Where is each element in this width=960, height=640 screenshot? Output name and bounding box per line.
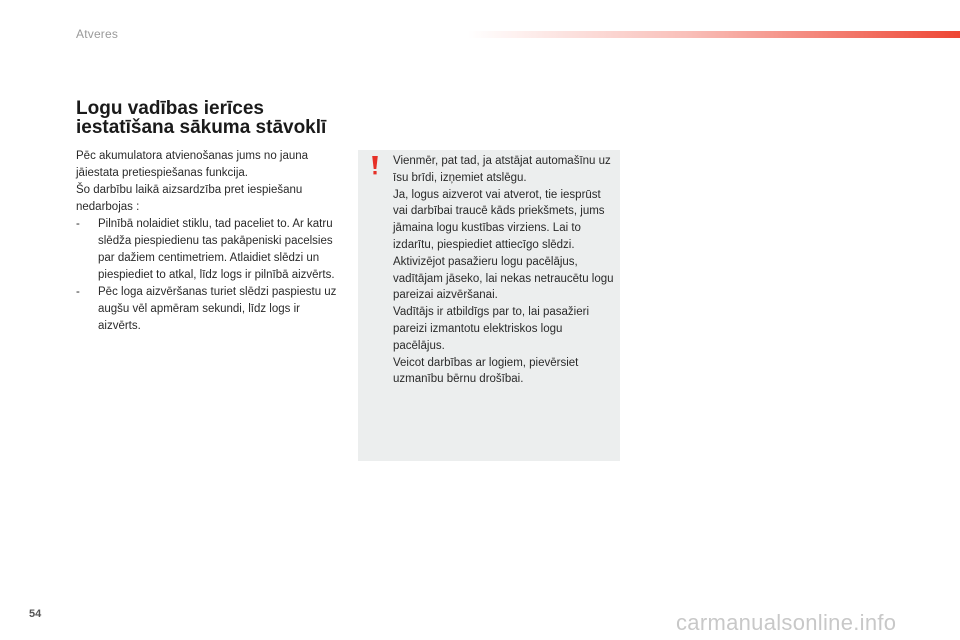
step-text: Pēc loga aizvēršanas turiet slēdzi paspiestu uz augšu vēl apmēram sekundi, līdz logs ir aizvērts. — [98, 286, 337, 332]
warning-paragraph: Vienmēr, pat tad, ja atstājat automašīnu uz īsu brīdi, izņemiet atslēgu. — [393, 155, 611, 184]
warning-paragraph: Veicot darbības ar logiem, pievērsiet uzmanību bērnu drošībai. — [393, 356, 579, 386]
page-title — [76, 99, 326, 137]
header-accent-bar — [468, 31, 960, 38]
step-dash: - — [76, 218, 80, 230]
warning-paragraph: Aktivizējot pasažieru logu pacēlājus, vadītājam jāseko, lai nekas netraucētu logu pareizai aizvēršanai. — [393, 255, 614, 302]
page-title-line-1: Logu vadības ierīces — [76, 98, 264, 119]
step-item — [76, 284, 338, 335]
intro-paragraph: Šo darbību laikā aizsardzība pret iespiešanu nedarbojas : — [76, 184, 303, 213]
warning-text — [393, 153, 615, 388]
step-item — [76, 216, 338, 284]
step-text: Pilnībā nolaidiet stiklu, tad paceliet to. Ar katru slēdža piespiedienu tas pakāpeniski pacelsies par dažiem centimetriem. Atlaidiet slēdzi un piespiediet to atkal, līdz logs ir pilnībā aizvērts. — [98, 218, 335, 281]
page-title-line-2: iestatīšana sākuma stāvoklī — [76, 117, 327, 138]
page-number: 54 — [29, 608, 42, 620]
section-label: Atveres — [76, 27, 119, 41]
warning-box — [358, 150, 620, 461]
watermark: carmanualsonline.info — [676, 610, 897, 635]
exclamation-icon — [369, 156, 381, 176]
intro-paragraph: Pēc akumulatora atvienošanas jums no jauna jāiestata pretiespiešanas funkcija. — [76, 150, 309, 179]
step-dash: - — [76, 286, 80, 298]
warning-paragraph: Ja, logus aizverot vai atverot, tie iesprūst vai darbībai traucē kāds priekšmets, jums jāmaina logu kustības virziens. Lai to izdarītu, piespiediet attiecīgo slēdzi. — [393, 188, 605, 251]
warning-paragraph: Vadītājs ir atbildīgs par to, lai pasažieri pareizi izmantotu elektriskos logu pacēlājus. — [393, 306, 590, 352]
instructions-text — [76, 148, 338, 335]
